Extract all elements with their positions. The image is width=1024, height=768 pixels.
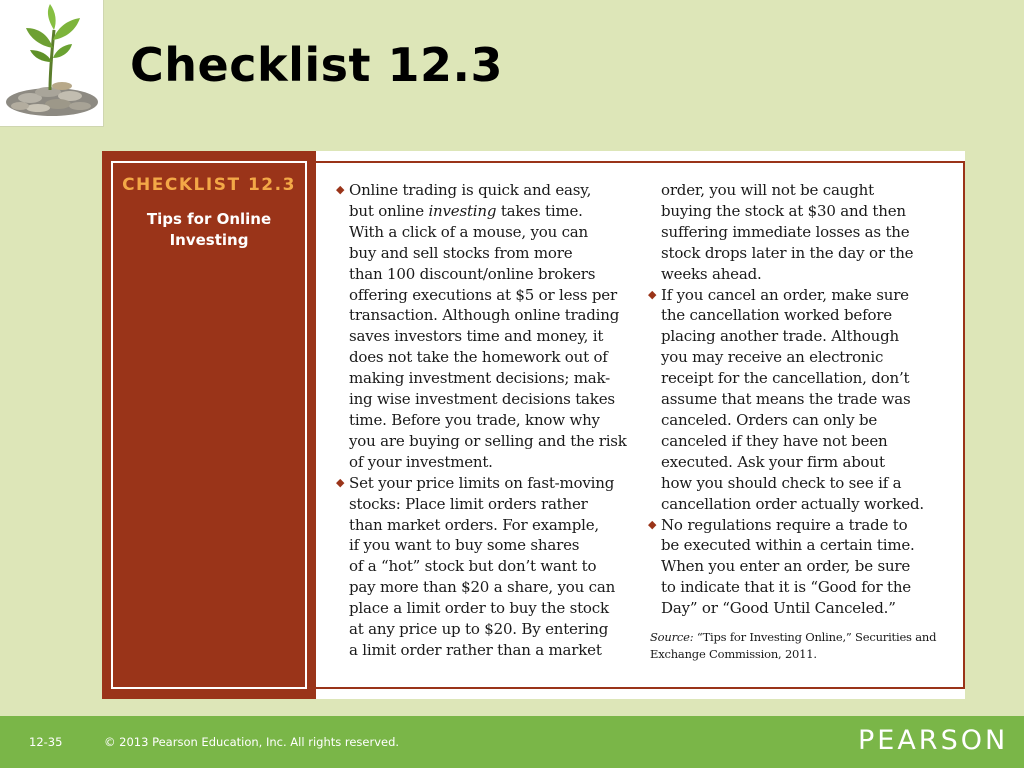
checklist-text-line (650, 347, 956, 368)
checklist-text: how you should check to see if a (661, 473, 902, 492)
checklist-text: place a limit order to buy the stock (349, 599, 609, 618)
checklist-text-line (650, 535, 956, 556)
checklist-text: the cancellation worked before (661, 306, 892, 325)
checklist-text-line (338, 201, 643, 222)
checklist-text-line (650, 494, 956, 515)
checklist-text: time. Before you trade, know why (349, 410, 600, 429)
source-text: “Tips for Investing Online,” Securities and (693, 630, 937, 645)
checklist-text-line (338, 640, 643, 661)
checklist-text-line (650, 368, 956, 389)
checklist-text: at any price up to $20. By entering (349, 620, 609, 639)
checklist-emphasis: investing (428, 201, 497, 220)
checklist-text-line (650, 556, 956, 577)
page-title: Checklist 12.3 (130, 38, 503, 92)
checklist-text-line (338, 535, 643, 556)
checklist-text: canceled. Orders can only be (661, 410, 878, 429)
diamond-bullet-icon: ◆ (336, 475, 345, 489)
checklist-text: buying the stock at $30 and then (661, 201, 906, 220)
checklist-text-line (338, 515, 643, 536)
checklist-text: making investment decisions; mak- (349, 369, 611, 388)
checklist-text-line (338, 243, 643, 264)
checklist-text: to indicate that it is “Good for the (661, 578, 911, 597)
checklist-text-line (338, 619, 643, 640)
checklist-sidebar (102, 151, 316, 699)
checklist-text-line (650, 326, 956, 347)
checklist-subtitle-line: Tips for Online (146, 210, 272, 228)
checklist-text: be executed within a certain time. (661, 536, 915, 555)
checklist-text: canceled if they have not been (661, 431, 888, 450)
logo (0, 0, 104, 127)
checklist-text: pay more than $20 a share, you can (349, 578, 616, 597)
source-line: Exchange Commission, 2011. (650, 647, 817, 662)
checklist-text-line (338, 598, 643, 619)
checklist-text-line (338, 410, 643, 431)
checklist-text: If you cancel an order, make sure (661, 285, 909, 304)
checklist-text-line (650, 410, 956, 431)
checklist-subtitle-line: Investing (169, 231, 249, 249)
checklist-text-line (650, 222, 956, 243)
checklist-text: if you want to buy some shares (349, 536, 580, 555)
checklist-text-line (650, 305, 956, 326)
checklist-text-line (338, 431, 643, 452)
checklist-text-line (650, 473, 956, 494)
checklist-text: a limit order rather than a market (349, 640, 602, 659)
checklist-text: stock drops later in the day or the (661, 243, 914, 262)
checklist-text: stocks: Place limit orders rather (349, 494, 588, 513)
checklist-column-left (338, 180, 643, 661)
checklist-text-line (338, 452, 643, 473)
checklist-text: When you enter an order, be sure (661, 557, 911, 576)
checklist-text: Set your price limits on fast-moving (349, 473, 615, 492)
checklist-subtitle (102, 209, 316, 251)
checklist-text: but online (349, 201, 429, 220)
checklist-text: than 100 discount/online brokers (349, 264, 596, 283)
slide-number: 12-35 (29, 735, 63, 749)
checklist-text-line (650, 201, 956, 222)
checklist-text-line (338, 473, 643, 494)
checklist-text-line (650, 389, 956, 410)
checklist-text: offering executions at $5 or less per (349, 285, 617, 304)
footer-bar (0, 716, 1024, 768)
checklist-text: receipt for the cancellation, don’t (661, 369, 910, 388)
plant-sprouting-from-coins-icon (0, 0, 103, 126)
pearson-logo: PEARSON (858, 725, 1009, 756)
checklist-text-line (338, 577, 643, 598)
source-line (650, 629, 956, 646)
checklist-text: Day” or “Good Until Canceled.” (661, 599, 896, 618)
checklist-figure (102, 151, 965, 699)
checklist-text-line (650, 180, 956, 201)
checklist-text-line (650, 452, 956, 473)
checklist-text: placing another trade. Although (661, 327, 899, 346)
checklist-text-line (338, 326, 643, 347)
checklist-text: weeks ahead. (661, 264, 762, 283)
checklist-text-line (650, 431, 956, 452)
diamond-bullet-icon: ◆ (336, 183, 345, 196)
checklist-text-line (650, 598, 956, 619)
checklist-column-right (650, 180, 956, 663)
checklist-text: you may receive an electronic (661, 348, 884, 367)
checklist-text: you are buying or selling and the risk (349, 431, 627, 450)
checklist-text-line (338, 264, 643, 285)
checklist-text: With a click of a mouse, you can (349, 222, 588, 241)
checklist-text: assume that means the trade was (661, 390, 911, 409)
diamond-bullet-icon: ◆ (648, 517, 657, 531)
checklist-text: transaction. Although online trading (349, 306, 620, 325)
checklist-text: saves investors time and money, it (349, 327, 604, 346)
checklist-text: buy and sell stocks from more (349, 243, 573, 262)
checklist-text-line (338, 305, 643, 326)
checklist-text: order, you will not be caught (661, 181, 874, 199)
checklist-text: of a “hot” stock but don’t want to (349, 557, 597, 576)
checklist-text: of your investment. (349, 452, 493, 471)
checklist-text-line (650, 515, 956, 536)
checklist-text: Online trading is quick and easy, (349, 181, 592, 199)
checklist-text-line (338, 347, 643, 368)
checklist-text-line (650, 243, 956, 264)
checklist-text: suffering immediate losses as the (661, 222, 910, 241)
checklist-text-line (338, 556, 643, 577)
checklist-text-line (650, 285, 956, 306)
copyright-notice: © 2013 Pearson Education, Inc. All rights reserved. (104, 735, 400, 749)
source-citation (650, 629, 956, 663)
checklist-text-line (338, 494, 643, 515)
checklist-text-line (338, 285, 643, 306)
diamond-bullet-icon: ◆ (648, 287, 657, 301)
checklist-text: executed. Ask your firm about (661, 452, 885, 471)
checklist-text: cancellation order actually worked. (661, 494, 924, 513)
checklist-text: No regulations require a trade to (661, 515, 908, 534)
checklist-text-line (338, 180, 643, 201)
checklist-text-line (338, 389, 643, 410)
checklist-text-line (338, 368, 643, 389)
checklist-text: does not take the homework out of (349, 348, 608, 367)
checklist-text: than market orders. For example, (349, 515, 599, 534)
checklist-text-line (650, 577, 956, 598)
checklist-text-line (338, 222, 643, 243)
checklist-text-line (650, 264, 956, 285)
checklist-text: takes time. (496, 201, 583, 220)
checklist-heading: CHECKLIST 12.3 (122, 175, 296, 195)
source-label: Source: (650, 630, 694, 645)
checklist-text: ing wise investment decisions takes (349, 390, 615, 409)
